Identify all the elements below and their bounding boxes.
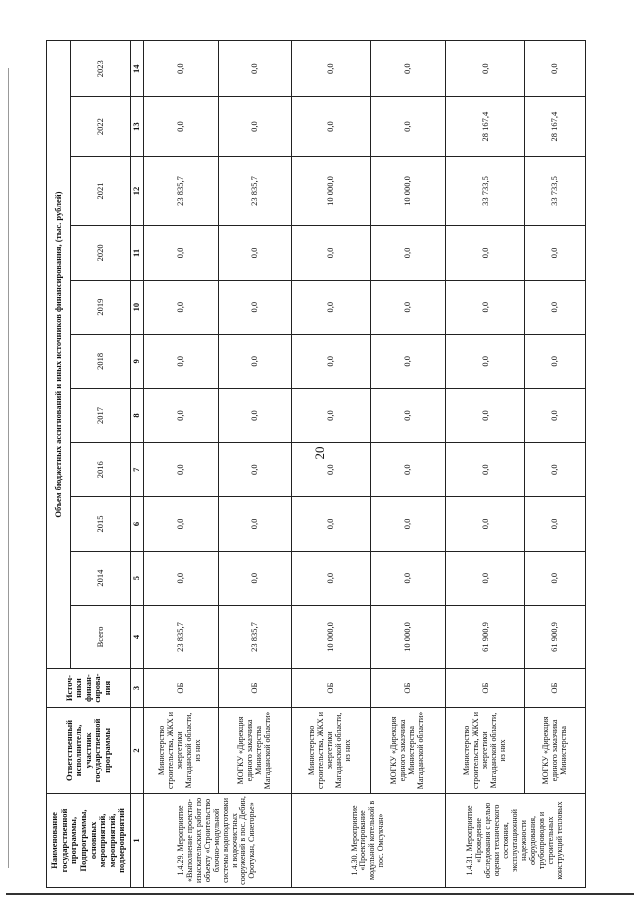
total-cell: 61 900,9 <box>525 605 586 668</box>
year-value-cell: 0,0 <box>218 41 291 97</box>
col-number: 13 <box>131 97 144 156</box>
year-value-cell: 10 000,0 <box>371 156 446 226</box>
year-value-cell: 0,0 <box>143 497 218 551</box>
year-value-cell: 0,0 <box>525 226 586 280</box>
year-value-cell: 0,0 <box>291 280 370 334</box>
responsible-cell: МОГКУ «Дирекция единого заказчика Министерства Магаданской области» <box>371 708 446 794</box>
activity-name-cell: 1.4.30. Мероприятие «Проектирование модульной котельной в пос. Омсукчан» <box>291 793 445 887</box>
year-value-cell: 0,0 <box>218 226 291 280</box>
year-value-cell: 0,0 <box>218 443 291 497</box>
year-value-cell: 0,0 <box>143 280 218 334</box>
year-value-cell: 0,0 <box>371 97 446 156</box>
year-value-cell: 23 835,7 <box>143 156 218 226</box>
year-value-cell: 0,0 <box>218 97 291 156</box>
table-row <box>446 41 525 888</box>
year-value-cell: 0,0 <box>525 41 586 97</box>
table-row <box>525 41 586 888</box>
year-value-cell: 0,0 <box>291 97 370 156</box>
activity-name-cell: 1.4.29. Мероприятие «Выполнение проектно-изыскательских работ по объекту «Строительство блочно-модульной системы водоподготовки и водоочистных сооружений в пос. Дебин, Оротукан, Синегорье» <box>143 793 291 887</box>
year-value-cell: 0,0 <box>143 334 218 388</box>
col-number: 3 <box>131 669 144 708</box>
year-value-cell: 0,0 <box>371 443 446 497</box>
year-value-cell: 10 000,0 <box>291 156 370 226</box>
header-year: 2014 <box>71 551 131 605</box>
table-row <box>371 41 446 888</box>
year-value-cell: 0,0 <box>143 388 218 442</box>
year-value-cell: 33 733,5 <box>446 156 525 226</box>
source-cell: ОБ <box>291 669 370 708</box>
col-number: 2 <box>131 708 144 794</box>
header-total: Всего <box>71 605 131 668</box>
year-value-cell: 0,0 <box>446 551 525 605</box>
total-cell: 10 000,0 <box>371 605 446 668</box>
year-value-cell: 0,0 <box>446 334 525 388</box>
year-value-cell: 0,0 <box>218 551 291 605</box>
total-cell: 23 835,7 <box>143 605 218 668</box>
header-funding-group: Объем бюджетных ассигнований и иных источников финансирования, (тыс. рублей) <box>47 41 71 669</box>
year-value-cell: 0,0 <box>371 497 446 551</box>
source-cell: ОБ <box>371 669 446 708</box>
total-cell: 23 835,7 <box>218 605 291 668</box>
year-value-cell: 0,0 <box>143 551 218 605</box>
year-value-cell: 0,0 <box>218 280 291 334</box>
year-value-cell: 23 835,7 <box>218 156 291 226</box>
year-value-cell: 0,0 <box>143 41 218 97</box>
year-value-cell: 0,0 <box>371 388 446 442</box>
year-value-cell: 0,0 <box>446 41 525 97</box>
year-value-cell: 0,0 <box>371 280 446 334</box>
year-value-cell: 0,0 <box>371 551 446 605</box>
year-value-cell: 0,0 <box>291 334 370 388</box>
header-name: Наименование государственной программы, Подпрограммы, основных мероприятий, мероприятий, подмероприятий <box>47 793 131 887</box>
responsible-cell: МОГКУ «Дирекция единого заказчика Министерства <box>525 708 586 794</box>
header-year: 2019 <box>71 280 131 334</box>
bottom-rule <box>6 893 634 895</box>
scan-edge-line <box>8 68 9 868</box>
page-number: 20 <box>312 446 327 460</box>
header-year: 2018 <box>71 334 131 388</box>
responsible-cell: Министерство строительства, ЖКХ и энергетики Магаданской области, из них <box>446 708 525 794</box>
year-value-cell: 0,0 <box>525 280 586 334</box>
year-value-cell: 0,0 <box>218 497 291 551</box>
col-number: 6 <box>131 497 144 551</box>
year-value-cell: 0,0 <box>525 497 586 551</box>
year-value-cell: 0,0 <box>218 334 291 388</box>
funding-table <box>46 40 586 888</box>
year-value-cell: 0,0 <box>525 334 586 388</box>
responsible-cell: Министерство строительства, ЖКХ и энергетики Магаданской области, из них <box>291 708 370 794</box>
col-number: 8 <box>131 388 144 442</box>
col-number: 4 <box>131 605 144 668</box>
column-number-row <box>131 41 144 888</box>
col-number: 12 <box>131 156 144 226</box>
header-source: Источ-ники финан-сирова-ния <box>47 669 131 708</box>
year-value-cell: 0,0 <box>218 388 291 442</box>
header-year: 2016 <box>71 443 131 497</box>
rotated-table-container <box>46 40 586 888</box>
activity-name-cell: 1.4.31. Мероприятие «Проведение обследования с целью оценки технического состояния, эксплуатационной надежности оборудования, трубопроводов и строительных конструкций тепловых <box>446 793 586 887</box>
col-number: 7 <box>131 443 144 497</box>
source-cell: ОБ <box>218 669 291 708</box>
year-value-cell: 0,0 <box>525 551 586 605</box>
source-cell: ОБ <box>525 669 586 708</box>
year-value-cell: 0,0 <box>291 443 370 497</box>
year-value-cell: 0,0 <box>143 443 218 497</box>
year-value-cell: 0,0 <box>291 41 370 97</box>
year-value-cell: 0,0 <box>143 97 218 156</box>
source-cell: ОБ <box>446 669 525 708</box>
header-year: 2017 <box>71 388 131 442</box>
col-number: 11 <box>131 226 144 280</box>
source-cell: ОБ <box>143 669 218 708</box>
year-value-cell: 33 733,5 <box>525 156 586 226</box>
year-value-cell: 0,0 <box>446 226 525 280</box>
year-value-cell: 0,0 <box>446 497 525 551</box>
header-year: 2015 <box>71 497 131 551</box>
table-row <box>218 41 291 888</box>
year-value-cell: 0,0 <box>291 497 370 551</box>
responsible-cell: Министерство строительства, ЖКХ и энергетики Магаданской области, из них <box>143 708 218 794</box>
table-row <box>143 41 218 888</box>
year-value-cell: 0,0 <box>371 226 446 280</box>
col-number: 1 <box>131 793 144 887</box>
col-number: 9 <box>131 334 144 388</box>
year-value-cell: 0,0 <box>446 388 525 442</box>
total-cell: 61 900,9 <box>446 605 525 668</box>
year-value-cell: 0,0 <box>143 226 218 280</box>
col-number: 5 <box>131 551 144 605</box>
responsible-cell: МОГКУ «Дирекция единого заказчика Министерства Магаданской области» <box>218 708 291 794</box>
col-number: 10 <box>131 280 144 334</box>
year-value-cell: 28 167,4 <box>525 97 586 156</box>
year-value-cell: 0,0 <box>446 280 525 334</box>
header-responsible: Ответственный исполнитель, участник государственной программы <box>47 708 131 794</box>
year-value-cell: 0,0 <box>291 388 370 442</box>
year-value-cell: 28 167,4 <box>446 97 525 156</box>
header-year: 2023 <box>71 41 131 97</box>
table-row <box>291 41 370 888</box>
total-cell: 10 000,0 <box>291 605 370 668</box>
year-value-cell: 0,0 <box>525 443 586 497</box>
header-year: 2022 <box>71 97 131 156</box>
year-value-cell: 0,0 <box>371 41 446 97</box>
year-value-cell: 0,0 <box>371 334 446 388</box>
header-year: 2021 <box>71 156 131 226</box>
header-year: 2020 <box>71 226 131 280</box>
year-value-cell: 0,0 <box>291 551 370 605</box>
col-number: 14 <box>131 41 144 97</box>
year-value-cell: 0,0 <box>525 388 586 442</box>
year-value-cell: 0,0 <box>446 443 525 497</box>
year-value-cell: 0,0 <box>291 226 370 280</box>
